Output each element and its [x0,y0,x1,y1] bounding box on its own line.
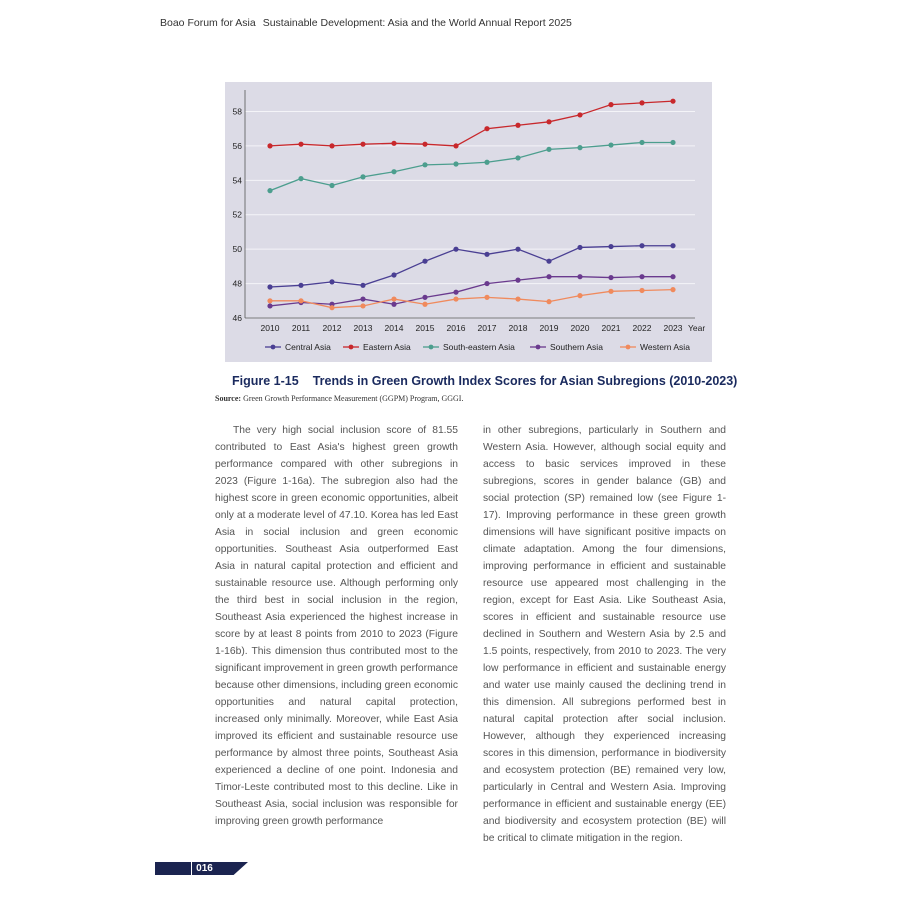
data-point-western-asia [360,303,365,308]
legend-label-southern-asia: Southern Asia [550,342,603,352]
figure-title: Trends in Green Growth Index Scores for Asian Subregions (2010-2023) [312,374,738,388]
legend-swatch-marker-south-eastern-asia [429,345,434,350]
data-point-western-asia [639,288,644,293]
data-point-eastern-asia [484,126,489,131]
x-tick-label: 2013 [353,323,373,333]
data-point-western-asia [267,298,272,303]
data-point-central-asia [577,245,582,250]
data-point-central-asia [639,243,644,248]
data-point-western-asia [484,295,489,300]
legend-label-south-eastern-asia: South-eastern Asia [443,342,515,352]
data-point-central-asia [484,252,489,257]
y-tick-label: 58 [232,106,242,117]
x-tick-label: 2022 [632,323,652,333]
data-point-central-asia [546,259,551,264]
data-point-south-eastern-asia [360,174,365,179]
data-point-south-eastern-asia [608,142,613,147]
data-point-western-asia [422,302,427,307]
series-line-eastern-asia [270,101,673,146]
x-tick-label: 2010 [260,323,280,333]
header-publisher: Boao Forum for Asia [160,17,256,29]
data-point-southern-asia [453,290,458,295]
data-point-southern-asia [484,281,489,286]
data-point-western-asia [670,287,675,292]
data-point-southern-asia [391,302,396,307]
y-tick-label: 54 [232,175,242,186]
data-point-central-asia [608,244,613,249]
x-tick-label: 2016 [446,323,466,333]
footer-bar [155,862,191,875]
data-point-western-asia [546,299,551,304]
legend-label-eastern-asia: Eastern Asia [363,342,411,352]
data-point-central-asia [670,243,675,248]
body-right-column: in other subregions, particularly in Southern and Western Asia. However, although social equity and access to basic services improved in these subregions, scores in gender balance (GB) and social protection (SP) remained low (see Figure 1-17). Improving performance in these green growth dimensions will have significant positive impacts on climate adaptation. Among the four dimensions, improving performance in efficient and sustainable resource use appeared most challenging in the region, except for East Asia. Like Southeast Asia, scores in efficient and sustainable resource use declined in Southern and Western Asia by 2.5 and 1.5 points, respectively, from 2010 to 2023. The very low performance in efficient and sustainable energy and water use mainly caused the declining trend in this dimension. All subregions performed best in natural capital protection after social inclusion. However, although they experienced increasing scores in this dimension, performance in biodiversity and ecosystem protection (BE) remained very low, particularly in Central and Western Asia. Improving performance in efficient and sustainable energy (EE) and biodiversity and ecosystem protection (BE) will be critical to climate mitigation in the region. [483,425,726,844]
data-point-south-eastern-asia [391,169,396,174]
data-point-western-asia [453,296,458,301]
y-tick-label: 48 [232,278,242,289]
data-point-central-asia [267,284,272,289]
data-point-western-asia [298,298,303,303]
data-point-southern-asia [360,296,365,301]
figure-caption [232,374,737,388]
data-point-southern-asia [546,274,551,279]
source-label: Source: [215,394,242,403]
data-point-eastern-asia [670,99,675,104]
legend-label-western-asia: Western Asia [640,342,690,352]
figure-number: Figure 1-15 [232,374,299,388]
data-point-eastern-asia [546,119,551,124]
data-point-south-eastern-asia [422,162,427,167]
y-tick-label: 52 [232,209,242,220]
x-tick-label: 2018 [508,323,528,333]
data-point-south-eastern-asia [515,155,520,160]
x-tick-label: 2011 [291,323,311,333]
legend-label-central-asia: Central Asia [285,342,331,352]
data-point-southern-asia [670,274,675,279]
data-point-western-asia [329,305,334,310]
data-point-southern-asia [639,274,644,279]
data-point-south-eastern-asia [639,140,644,145]
data-point-eastern-asia [515,123,520,128]
data-point-southern-asia [515,278,520,283]
x-tick-label: 2017 [477,323,497,333]
x-tick-label: 2014 [384,323,404,333]
data-point-central-asia [329,279,334,284]
data-point-central-asia [453,247,458,252]
data-point-eastern-asia [422,142,427,147]
data-point-western-asia [608,289,613,294]
source-text: Green Growth Performance Measurement (GGPM) Program, GGGI. [243,394,464,403]
y-tick-label: 46 [232,313,242,323]
data-point-eastern-asia [360,142,365,147]
data-point-south-eastern-asia [267,188,272,193]
legend-swatch-marker-central-asia [271,345,276,350]
line-chart [225,82,712,362]
data-point-south-eastern-asia [453,161,458,166]
data-point-western-asia [515,296,520,301]
page-number: 016 [192,862,217,875]
x-tick-label: 2021 [601,323,621,333]
x-tick-label: 2015 [415,323,435,333]
data-point-eastern-asia [639,100,644,105]
data-point-central-asia [422,259,427,264]
data-point-south-eastern-asia [329,183,334,188]
legend-swatch-marker-southern-asia [536,345,541,350]
data-point-south-eastern-asia [484,160,489,165]
footer-tail [216,862,248,875]
data-point-southern-asia [267,303,272,308]
x-tick-label: 2023 [663,323,683,333]
data-point-south-eastern-asia [546,147,551,152]
data-point-eastern-asia [329,143,334,148]
data-point-south-eastern-asia [298,176,303,181]
data-point-southern-asia [577,274,582,279]
data-point-eastern-asia [453,143,458,148]
data-point-central-asia [360,283,365,288]
running-header [160,17,572,29]
x-tick-label: 2020 [570,323,590,333]
y-tick-label: 56 [232,140,242,151]
data-point-central-asia [391,272,396,277]
body-left-column: The very high social inclusion score of 81.55 contributed to East Asia's highest green growth performance compared with other subregions in 2023 (Figure 1-16a). The subregion also had the highest score in green economic opportunities, albeit only at a moderate level of 47.10. Korea has led East Asia in social inclusion and green economic opportunities. Southeast Asia outperformed East Asia in natural capital protection and efficient and sustainable resource use. Although performing only the third best in social inclusion in the region, Southeast Asia experienced the highest increase in score by at least 8 points from 2010 to 2023 (Figure 1-16b). This dimension thus contributed most to the significant improvement in green growth performance because other dimensions, including green economic opportunities and natural capital protection, increased only minimally. Moreover, while East Asia improved its efficient and sustainable resource use performance by almost three points, Southeast Asia experienced a decline of one point. Indonesia and Timor-Leste contributed most to this decline. Like in Southeast Asia, social inclusion was responsible for improving green growth performance [215,425,458,827]
data-point-southern-asia [608,275,613,280]
data-point-south-eastern-asia [577,145,582,150]
data-point-eastern-asia [298,142,303,147]
header-report-title: Sustainable Development: Asia and the World Annual Report 2025 [262,17,572,29]
data-point-western-asia [577,293,582,298]
x-tick-label: 2019 [539,323,559,333]
data-point-south-eastern-asia [670,140,675,145]
data-point-eastern-asia [267,143,272,148]
chart-container [225,82,712,362]
legend-swatch-marker-eastern-asia [349,345,354,350]
data-point-eastern-asia [391,141,396,146]
legend-swatch-marker-western-asia [626,345,631,350]
data-point-eastern-asia [608,102,613,107]
data-point-central-asia [298,283,303,288]
y-tick-label: 50 [232,244,242,255]
x-tick-label: 2012 [322,323,342,333]
data-point-southern-asia [422,295,427,300]
x-axis-label: Year [688,323,706,333]
data-point-central-asia [515,247,520,252]
data-point-eastern-asia [577,112,582,117]
data-point-western-asia [391,296,396,301]
figure-source [215,394,463,403]
